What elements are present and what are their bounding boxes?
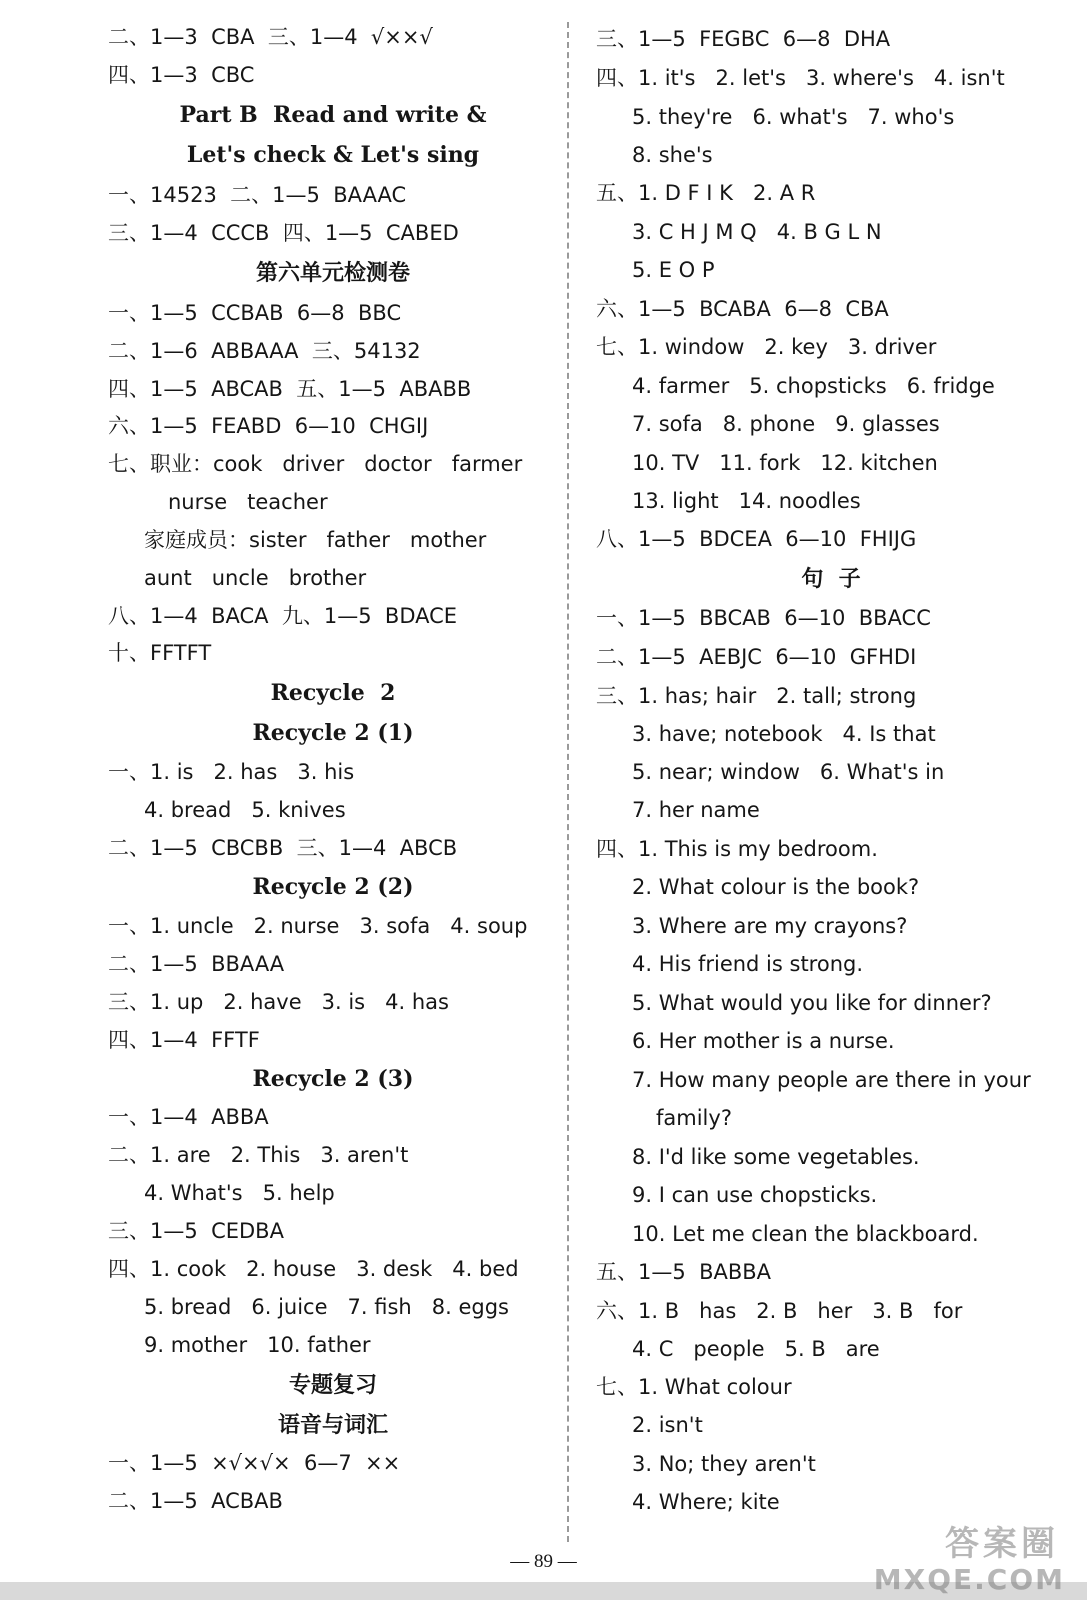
- answer-line: 一、1—5 CCBAB 6—8 BBC: [108, 301, 402, 325]
- answer-line: 七、职业：cook driver doctor farmer: [108, 452, 523, 476]
- answer-line: 5. E O P: [632, 258, 715, 282]
- section-heading: Recycle 2 (2): [252, 874, 414, 900]
- section-heading: 第六单元检测卷: [255, 260, 410, 286]
- answer-line: 4. What's 5. help: [144, 1181, 335, 1205]
- answer-line: 四、1—5 ABCAB 五、1—5 ABABB: [108, 377, 472, 401]
- answer-line: 9. mother 10. father: [144, 1333, 371, 1357]
- answer-line: aunt uncle brother: [144, 566, 367, 590]
- answer-line: 六、1—5 BCABA 6—8 CBA: [596, 297, 889, 321]
- section-heading: Part B Read and write &: [179, 102, 487, 128]
- answer-line: 一、1—5 ×√×√× 6—7 ××: [108, 1451, 401, 1475]
- answer-line: 一、1. uncle 2. nurse 3. sofa 4. soup: [108, 914, 528, 938]
- answer-line: 5. What would you like for dinner?: [632, 991, 992, 1015]
- answer-line: 四、1—3 CBC: [108, 63, 255, 87]
- answer-line: 二、1—5 BBAAA: [108, 952, 285, 976]
- section-heading: 句 子: [801, 566, 861, 592]
- answer-line: 5. they're 6. what's 7. who's: [632, 105, 955, 129]
- section-heading: 专题复习: [288, 1372, 377, 1398]
- answer-line: 4. C people 5. B are: [632, 1337, 880, 1361]
- answer-line: 三、1—5 CEDBA: [108, 1219, 284, 1243]
- answer-line: 四、1. it's 2. let's 3. where's 4. isn't: [596, 66, 1005, 90]
- answer-line: 7. How many people are there in your: [632, 1068, 1031, 1092]
- answer-line: nurse teacher: [168, 490, 328, 514]
- answer-line: 三、1—5 FEGBC 6—8 DHA: [596, 27, 891, 51]
- answer-line: 10. Let me clean the blackboard.: [632, 1222, 979, 1246]
- answer-line: 一、1—4 ABBA: [108, 1105, 269, 1129]
- answer-line: 一、14523 二、1—5 BAAAC: [108, 183, 407, 207]
- answer-line: family?: [656, 1106, 732, 1130]
- answer-line: 五、1—5 BABBA: [596, 1260, 772, 1284]
- answer-line: 3. have; notebook 4. Is that: [632, 722, 936, 746]
- answer-line: 13. light 14. noodles: [632, 489, 861, 513]
- answer-line: 3. No; they aren't: [632, 1452, 816, 1476]
- section-heading: Recycle 2: [270, 680, 396, 706]
- answer-line: 四、1—4 FFTF: [108, 1028, 260, 1052]
- answer-line: 9. I can use chopsticks.: [632, 1183, 878, 1207]
- answer-line: 二、1—5 CBCBB 三、1—4 ABCB: [108, 836, 458, 860]
- answer-line: 六、1. B has 2. B her 3. B for: [596, 1299, 963, 1323]
- watermark-logo: [875, 1516, 1065, 1596]
- answer-line: 7. her name: [632, 798, 760, 822]
- answer-line: 三、1—4 CCCB 四、1—5 CABED: [108, 221, 459, 245]
- answer-line: 6. Her mother is a nurse.: [632, 1029, 895, 1053]
- answer-line: 4. bread 5. knives: [144, 798, 346, 822]
- answer-line: 五、1. D F I K 2. A R: [596, 181, 816, 205]
- answer-line: 4. farmer 5. chopsticks 6. fridge: [632, 374, 995, 398]
- answer-line: 二、1—5 ACBAB: [108, 1489, 283, 1513]
- watermark-text-bottom: MXQE.COM: [873, 1563, 1065, 1596]
- answer-line: 六、1—5 FEABD 6—10 CHGIJ: [108, 414, 429, 438]
- answer-line: 七、1. What colour: [596, 1375, 792, 1399]
- answer-line: 四、1. cook 2. house 3. desk 4. bed: [108, 1257, 519, 1281]
- answer-line: 八、1—4 BACA 九、1—5 BDACE: [108, 604, 458, 628]
- section-heading: Let's check & Let's sing: [186, 142, 480, 168]
- answer-line: 2. What colour is the book?: [632, 875, 920, 899]
- answer-line: 8. I'd like some vegetables.: [632, 1145, 920, 1169]
- answer-line: 10. TV 11. fork 12. kitchen: [632, 451, 938, 475]
- answer-line: 4. Where; kite: [632, 1490, 780, 1514]
- answer-line: 二、1—3 CBA 三、1—4 √××√: [108, 25, 433, 49]
- answer-line: 十、FFTFT: [108, 641, 212, 665]
- answer-line: 3. Where are my crayons?: [632, 914, 908, 938]
- section-heading: Recycle 2 (3): [252, 1066, 414, 1092]
- answer-line: 2. isn't: [632, 1413, 703, 1437]
- answer-line: 八、1—5 BDCEA 6—10 FHIJG: [596, 527, 917, 551]
- answer-line: 二、1—5 AEBJC 6—10 GFHDI: [596, 645, 917, 669]
- answer-line: 3. C H J M Q 4. B G L N: [632, 220, 882, 244]
- answer-line: 二、1. are 2. This 3. aren't: [108, 1143, 409, 1167]
- answer-line: 7. sofa 8. phone 9. glasses: [632, 412, 940, 436]
- section-heading: Recycle 2 (1): [252, 720, 414, 746]
- answer-line: 8. she's: [632, 143, 713, 167]
- section-heading: 语音与词汇: [277, 1412, 388, 1438]
- column-divider: [567, 22, 569, 1542]
- answer-line: 七、1. window 2. key 3. driver: [596, 335, 937, 359]
- answer-line: 四、1. This is my bedroom.: [596, 837, 878, 861]
- answer-line: 5. bread 6. juice 7. fish 8. eggs: [144, 1295, 509, 1319]
- answer-line: 5. near; window 6. What's in: [632, 760, 945, 784]
- answer-line: 家庭成员：sister father mother: [144, 528, 487, 552]
- answer-line: 一、1—5 BBCAB 6—10 BBACC: [596, 606, 931, 630]
- answer-line: 三、1. up 2. have 3. is 4. has: [108, 990, 449, 1014]
- answer-line: 一、1. is 2. has 3. his: [108, 760, 355, 784]
- watermark-text-top: 答案圈: [945, 1524, 1059, 1564]
- answer-line: 二、1—6 ABBAAA 三、54132: [108, 339, 421, 363]
- answer-line: 4. His friend is strong.: [632, 952, 864, 976]
- page-number: — 89 —: [510, 1551, 577, 1572]
- answer-line: 三、1. has; hair 2. tall; strong: [596, 684, 917, 708]
